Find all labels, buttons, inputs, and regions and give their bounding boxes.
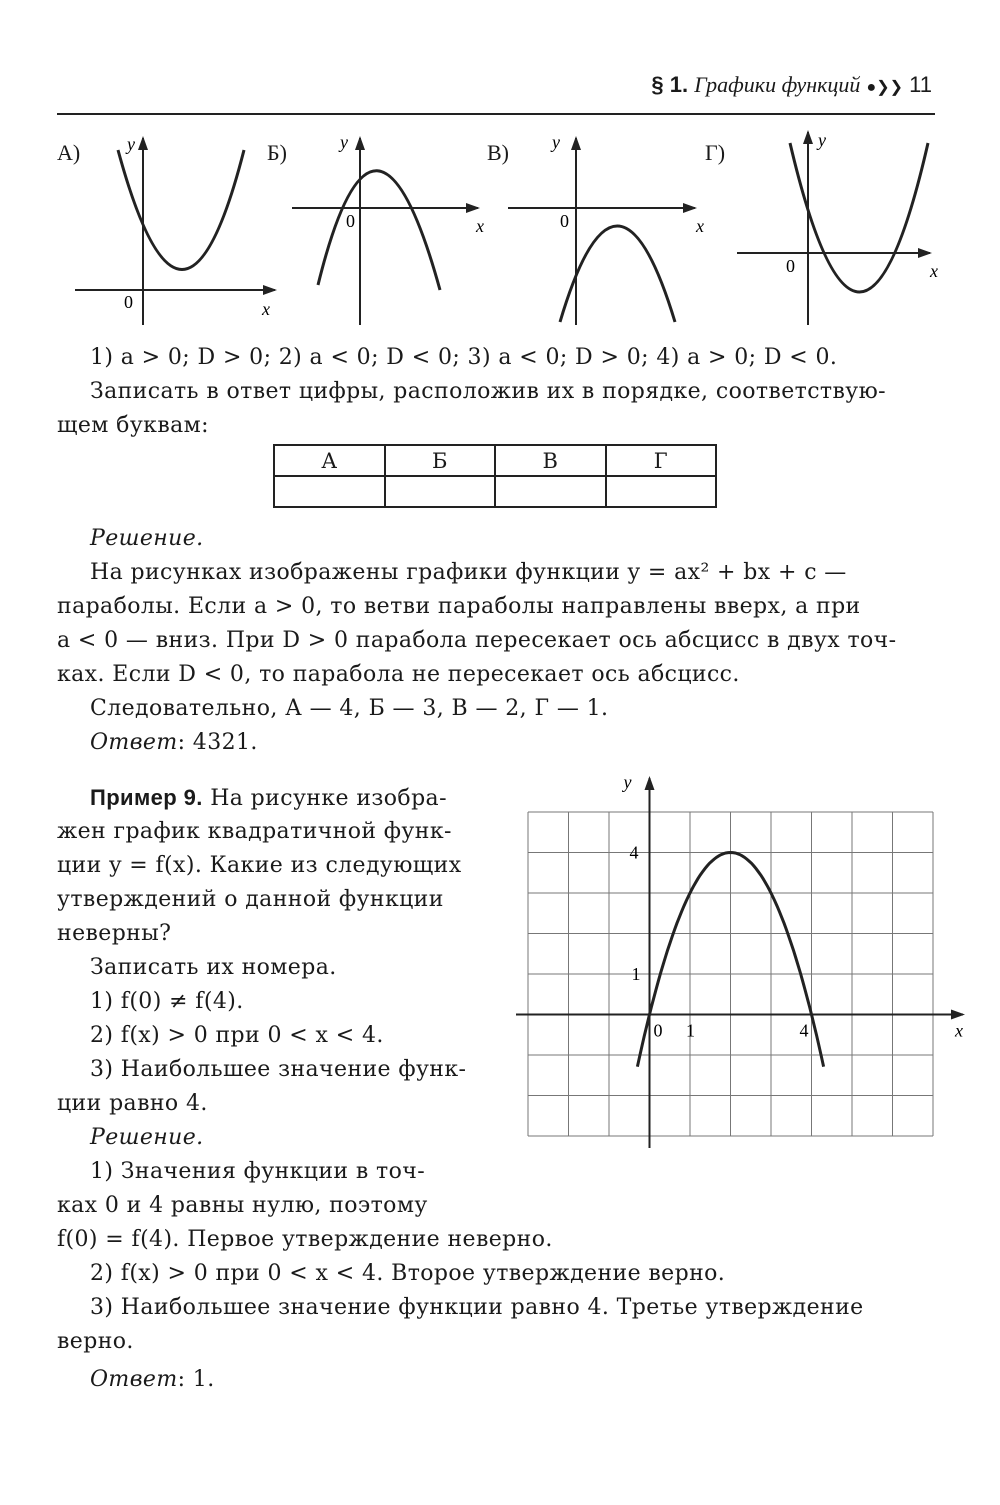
solution-1-line-1: На рисунках изображены графики функции y = ax² + bx + c — — [90, 560, 847, 585]
answer-header-g: Г — [606, 445, 717, 476]
chart-grid — [528, 812, 933, 1136]
graph-g-origin: 0 — [786, 256, 795, 276]
example-9-solution-line-4: 2) f(x) > 0 при 0 < x < 4. Второе утверждение верно. — [90, 1261, 726, 1286]
example-9-solution-line-2: ках 0 и 4 равны нулю, поэтому — [57, 1193, 428, 1218]
graph-b — [292, 132, 484, 325]
graph-g — [737, 130, 938, 325]
example-9-solution-heading: Решение. — [90, 1125, 204, 1150]
example-9-intro-line-2: ции y = f(x). Какие из следующих — [57, 853, 462, 878]
example-9-solution-line-5: 3) Наибольшее значение функции равно 4. Третье утверждение — [90, 1295, 864, 1320]
example-9-solution-line-3: f(0) = f(4). Первое утверждение неверно. — [57, 1227, 553, 1252]
solution-1-line-4: ках. Если D < 0, то парабола не пересекает ось абсцисс. — [57, 662, 740, 687]
graph-g-x-label: x — [930, 261, 938, 281]
graph-v-x-label: x — [696, 216, 704, 236]
x-tick-0: 0 — [653, 1020, 663, 1041]
example-9-task: Записать их номера. — [90, 955, 337, 980]
answer-cell-v — [495, 476, 606, 507]
graph-a-x-label: x — [262, 299, 270, 319]
example-9-intro-first — [90, 781, 447, 815]
graph-b-x-label: x — [476, 216, 484, 236]
answer-label: Ответ — [90, 730, 178, 755]
graph-b-curve — [318, 171, 440, 290]
answer-header-v: В — [495, 445, 606, 476]
answer-value: : 4321. — [177, 730, 258, 755]
instruction-line-2: щем буквам: — [57, 413, 209, 438]
x-tick-4: 4 — [799, 1020, 809, 1041]
example-9-solution-line-1: 1) Значения функции в точ- — [90, 1159, 426, 1184]
answer-header-b: Б — [385, 445, 496, 476]
example-9-answer — [90, 1363, 215, 1396]
graph-b-label: Б) — [267, 140, 287, 165]
statement-1: 1) f(0) ≠ f(4). — [90, 989, 244, 1014]
example-9-intro-line-3: утверждений о данной функции — [57, 887, 444, 912]
options-line: 1) a > 0; D > 0; 2) a < 0; D < 0; 3) a < 0; D > 0; 4) a > 0; D < 0. — [90, 345, 838, 370]
answer-cell-g — [606, 476, 717, 507]
graph-v-curve — [560, 226, 675, 322]
example-9-answer-label: Ответ — [90, 1367, 178, 1392]
quadratic-function-chart — [500, 770, 963, 1150]
y-tick-1: 1 — [631, 964, 641, 984]
example-9-answer-value: : 1. — [177, 1367, 215, 1392]
chart-axes — [516, 778, 963, 1148]
example-9-solution-line-6: верно. — [57, 1329, 134, 1354]
example-9-title: Пример 9. — [90, 785, 203, 810]
answer-table-value-row — [274, 476, 716, 507]
instruction-line-1: Записать в ответ цифры, расположив их в порядке, соответствую- — [90, 379, 887, 404]
graph-b-y-label: y — [340, 132, 348, 152]
graph-a-curve — [118, 150, 244, 270]
graph-v — [508, 132, 704, 325]
parabola-graphs — [0, 0, 1000, 340]
page-number: 11 — [909, 72, 932, 97]
graph-g-curve — [790, 143, 928, 292]
solution-1-heading: Решение. — [90, 526, 204, 551]
example-9-intro-line-1: жен график квадратичной функ- — [57, 819, 452, 844]
graph-a-label: А) — [57, 140, 81, 165]
answer-header-a: А — [274, 445, 385, 476]
solution-1-line-2: параболы. Если a > 0, то ветви параболы направлены вверх, а при — [57, 594, 861, 619]
graph-v-label: В) — [487, 140, 509, 165]
answer-cell-a — [274, 476, 385, 507]
answer-table-header-row — [274, 445, 716, 476]
graph-g-y-label: y — [818, 130, 826, 150]
example-9-intro-line-4: неверны? — [57, 921, 172, 946]
statement-2: 2) f(x) > 0 при 0 < x < 4. — [90, 1023, 384, 1048]
y-axis-label: y — [623, 772, 632, 792]
graph-a-origin: 0 — [124, 292, 133, 312]
answer-cell-b — [385, 476, 496, 507]
bullet-arrows-icon: ●❯❯ — [866, 79, 904, 96]
graph-v-y-label: y — [552, 132, 560, 152]
statement-3: 3) Наибольшее значение функ- — [90, 1057, 467, 1082]
graph-v-origin: 0 — [560, 211, 569, 231]
solution-1-conclusion: Следовательно, А — 4, Б — 3, В — 2, Г — 1. — [90, 696, 609, 721]
section-title: Графики функций — [694, 72, 861, 97]
graph-a-y-label: y — [127, 134, 135, 154]
section-mark: § 1. — [651, 72, 689, 97]
x-axis-label: x — [955, 1020, 963, 1041]
graph-a — [75, 134, 275, 325]
statement-3-cont: ции равно 4. — [57, 1091, 208, 1116]
solution-1-line-3: a < 0 — вниз. При D > 0 парабола пересекает ось абсцисс в двух точ- — [57, 628, 897, 653]
solution-1-answer — [90, 726, 258, 759]
x-tick-1: 1 — [686, 1020, 695, 1041]
y-tick-4: 4 — [629, 842, 639, 863]
answer-table — [273, 444, 717, 508]
graph-b-origin: 0 — [346, 211, 355, 231]
graph-g-label: Г) — [705, 140, 726, 165]
example-9-intro-text: На рисунке изобра- — [202, 786, 447, 811]
